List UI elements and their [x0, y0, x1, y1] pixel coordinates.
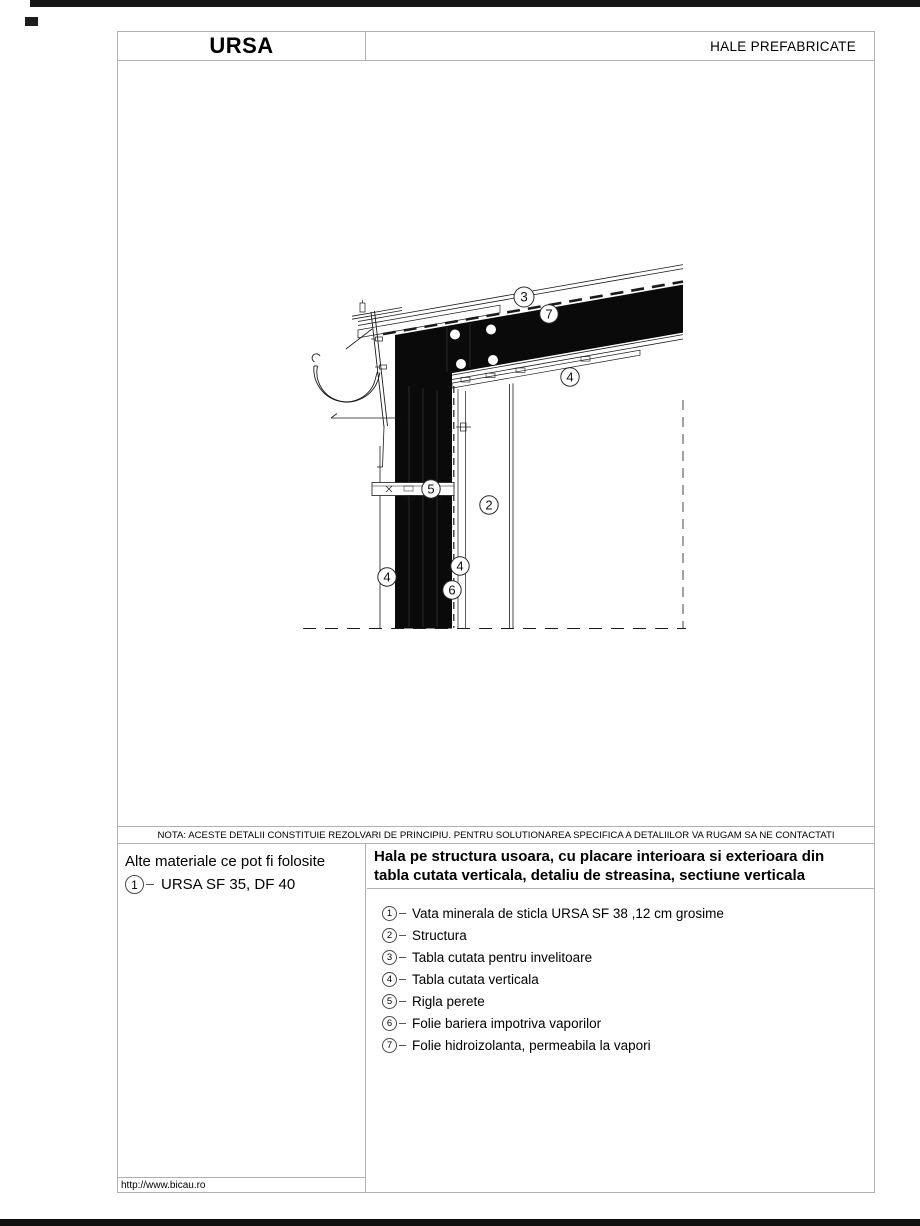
- materials-item-label: URSA SF 35, DF 40: [161, 876, 296, 893]
- legend-column: [367, 844, 874, 1192]
- svg-text:6: 6: [448, 582, 456, 598]
- drawing-title-line1: Hala pe structura usoara, cu placare interioara si exterioara din: [374, 848, 825, 865]
- legend-item: [367, 1034, 874, 1056]
- svg-text:7: 7: [545, 306, 553, 322]
- drawing-title: [367, 844, 874, 889]
- legend-item: [367, 902, 874, 924]
- legend-ref: 3: [382, 950, 397, 965]
- eave-detail-drawing: [300, 250, 700, 640]
- drawing-title-line2: tabla cutata verticala, detaliu de streasina, sectiune verticala: [374, 867, 806, 884]
- callout-3: [514, 287, 534, 307]
- legend-item: [367, 1012, 874, 1034]
- legend-ref: 2: [382, 928, 397, 943]
- legend-ref: 6: [382, 1016, 397, 1031]
- leader-dash: [399, 979, 406, 980]
- callout-4-roof: [561, 368, 579, 386]
- technical-drawing: [300, 250, 700, 640]
- callout-4-wall-inner: [451, 557, 469, 575]
- materials-heading: Alte materiale ce pot fi folosite: [125, 853, 326, 870]
- svg-text:5: 5: [427, 481, 435, 497]
- legend-label: Rigla perete: [412, 993, 485, 1009]
- legend-ref: 7: [382, 1038, 397, 1053]
- materials-column: [118, 844, 366, 1192]
- title-block: [118, 844, 874, 1192]
- legend-ref: 4: [382, 972, 397, 987]
- brand-logo: URSA: [209, 33, 274, 58]
- callout-4-wall-outer: [378, 568, 396, 586]
- svg-text:2: 2: [485, 497, 493, 513]
- legend-list: [367, 902, 874, 1056]
- insulation-black: [395, 285, 683, 629]
- leader-line: [331, 414, 401, 419]
- legend-label: Tabla cutata verticala: [412, 971, 539, 987]
- leader-dash: [399, 957, 406, 958]
- note-text: NOTA: ACESTE DETALII CONSTITUIE REZOLVARI DE PRINCIPIU. PENTRU SOLUTIONAREA SPECIFICA A DETALIILOR VA RUGAM SA NE CONTACTATI: [157, 829, 835, 841]
- doc-title-cell: [367, 32, 874, 60]
- break-lines: [303, 400, 686, 629]
- scan-speck: [25, 17, 38, 26]
- callout-2: [480, 496, 498, 514]
- materials-item: [125, 875, 365, 894]
- leader-dash: [399, 913, 406, 914]
- leader-dash: [399, 1023, 406, 1024]
- callout-5: [422, 480, 440, 498]
- footer-url-row: [118, 1177, 365, 1192]
- legend-label: Folie hidroizolanta, permeabila la vapori: [412, 1037, 651, 1053]
- svg-text:4: 4: [456, 558, 464, 574]
- leader-dash: [399, 935, 406, 936]
- legend-label: Folie bariera impotriva vaporilor: [412, 1015, 602, 1031]
- legend-item: [367, 924, 874, 946]
- callout-7: [540, 305, 558, 323]
- legend-ref: 1: [382, 906, 397, 921]
- legend-label: Vata minerala de sticla URSA SF 38 ,12 cm grosime: [412, 905, 724, 921]
- legend-item: [367, 990, 874, 1012]
- leader-dash: [399, 1045, 406, 1046]
- doc-title: HALE PREFABRICATE: [710, 38, 856, 54]
- svg-text:4: 4: [383, 569, 391, 585]
- legend-item: [367, 968, 874, 990]
- gutter: [312, 354, 380, 402]
- leader-dash: [399, 1001, 406, 1002]
- legend-item: [367, 946, 874, 968]
- note-row: [118, 827, 874, 844]
- footer-url-link[interactable]: http://www.bicau.ro: [121, 1179, 206, 1191]
- legend-label: Tabla cutata pentru invelitoare: [412, 949, 593, 965]
- scan-edge-bottom: [0, 1219, 920, 1226]
- legend-label: Structura: [412, 927, 467, 943]
- svg-text:4: 4: [566, 369, 574, 385]
- svg-text:3: 3: [520, 289, 528, 305]
- legend-ref: 5: [382, 994, 397, 1009]
- scan-edge-top: [30, 0, 920, 7]
- materials-item-ref: 1: [125, 875, 144, 894]
- brand-cell: [118, 32, 366, 60]
- leader-dash: [146, 884, 154, 885]
- header-row: [118, 32, 874, 61]
- callout-6: [443, 581, 461, 599]
